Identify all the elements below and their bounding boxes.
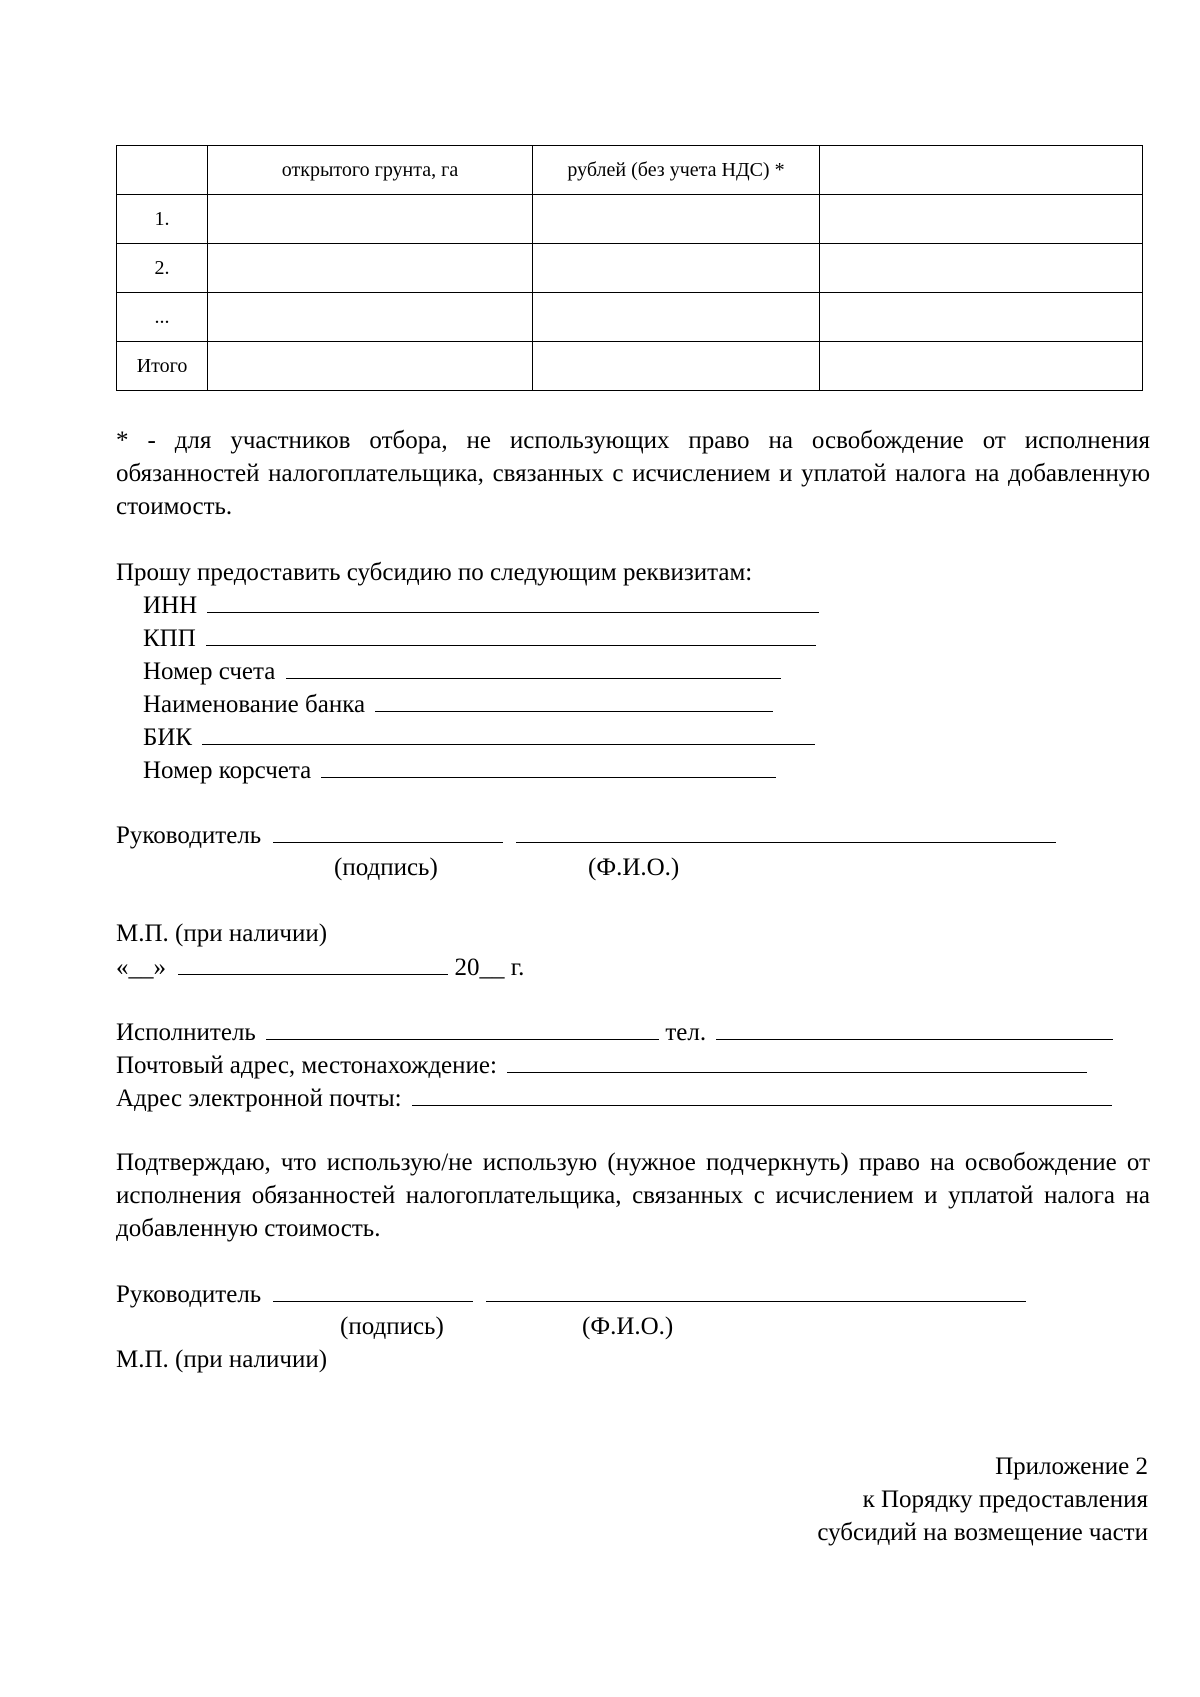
corr-label: Номер корсчета <box>143 757 312 784</box>
appendix-line-3: субсидий на возмещение части <box>817 1519 1148 1546</box>
row-number: ... <box>117 293 208 342</box>
email-label: Адрес электронной почты: <box>116 1085 402 1112</box>
stamp-label: М.П. (при наличии) <box>116 920 328 947</box>
row-number: 1. <box>117 195 208 244</box>
date-month-field[interactable] <box>178 950 448 975</box>
head-sign-field-2[interactable] <box>273 1277 473 1302</box>
address-field[interactable] <box>507 1048 1087 1073</box>
fio-caption-2: (Ф.И.О.) <box>582 1313 674 1340</box>
request-title: Прошу предоставить субсидию по следующим реквизитам: <box>116 559 753 586</box>
bank-field[interactable] <box>375 687 773 712</box>
phone-label: тел. <box>665 1019 707 1046</box>
corr-row <box>143 753 776 787</box>
table-cell[interactable] <box>820 342 1143 391</box>
confirm-text: Подтверждаю, что использую/не использую (нужное подчеркнуть) право на освобождение от исполнения обязанностей налогоплательщика, связанных с исчислением и уплатой налога на добавленную стоимость. <box>116 1149 1150 1242</box>
table-header-sum: рублей (без учета НДС) * <box>533 146 820 195</box>
appendix-line-2: к Порядку предоставления <box>862 1486 1148 1513</box>
sign-caption: (подпись) <box>334 854 438 881</box>
head-sign-field[interactable] <box>273 818 503 843</box>
date-year: 20__ г. <box>454 954 525 981</box>
date-day: «__» <box>116 954 166 981</box>
table-cell[interactable] <box>533 195 820 244</box>
account-field[interactable] <box>286 654 781 679</box>
inn-row <box>143 588 819 622</box>
bank-label: Наименование банка <box>143 691 366 718</box>
table-row <box>117 195 1143 244</box>
kpp-label: КПП <box>143 625 196 652</box>
bik-row <box>143 720 815 754</box>
phone-field[interactable] <box>716 1015 1113 1040</box>
inn-field[interactable] <box>207 588 819 613</box>
row-number: 2. <box>117 244 208 293</box>
bik-label: БИК <box>143 724 193 751</box>
row-total-label: Итого <box>117 342 208 391</box>
table-cell[interactable] <box>208 195 533 244</box>
table-cell[interactable] <box>208 244 533 293</box>
executor-field[interactable] <box>266 1015 659 1040</box>
bik-field[interactable] <box>202 720 815 745</box>
kpp-field[interactable] <box>206 621 816 646</box>
fio-caption: (Ф.И.О.) <box>588 854 680 881</box>
head-label: Руководитель <box>116 822 262 849</box>
executor-label: Исполнитель <box>116 1019 256 1046</box>
email-field[interactable] <box>412 1081 1112 1106</box>
stamp-label-2: М.П. (при наличии) <box>116 1346 328 1373</box>
table-cell[interactable] <box>208 342 533 391</box>
table-cell <box>820 146 1143 195</box>
head-signature-row <box>116 818 1056 852</box>
email-row <box>116 1081 1112 1115</box>
table-cell[interactable] <box>533 293 820 342</box>
account-row <box>143 654 781 688</box>
address-row <box>116 1048 1087 1082</box>
corr-field[interactable] <box>321 753 776 778</box>
table-cell[interactable] <box>820 244 1143 293</box>
account-label: Номер счета <box>143 658 276 685</box>
bank-row <box>143 687 773 721</box>
table-cell[interactable] <box>533 244 820 293</box>
table-header-area: открытого грунта, га <box>208 146 533 195</box>
subsidy-table <box>116 145 1143 391</box>
table-cell[interactable] <box>820 293 1143 342</box>
table-cell[interactable] <box>820 195 1143 244</box>
inn-label: ИНН <box>143 592 198 619</box>
table-row <box>117 244 1143 293</box>
sign-caption-2: (подпись) <box>340 1313 444 1340</box>
table-cell[interactable] <box>208 293 533 342</box>
head-label-2: Руководитель <box>116 1281 262 1308</box>
head-fio-field-2[interactable] <box>486 1277 1026 1302</box>
address-label: Почтовый адрес, местонахождение: <box>116 1052 497 1079</box>
table-row <box>117 293 1143 342</box>
table-total-row <box>117 342 1143 391</box>
head-signature-row-2 <box>116 1277 1026 1311</box>
kpp-row <box>143 621 816 655</box>
table-cell <box>117 146 208 195</box>
head-fio-field[interactable] <box>516 818 1056 843</box>
footnote: * - для участников отбора, не использующих право на освобождение от исполнения обязанностей налогоплательщика, связанных с исчислением и уплатой налога на добавленную стоимость. <box>116 427 1150 520</box>
table-cell[interactable] <box>533 342 820 391</box>
table-header-row <box>117 146 1143 195</box>
appendix-line-1: Приложение 2 <box>995 1453 1148 1480</box>
date-row <box>116 950 524 984</box>
executor-row <box>116 1015 1113 1049</box>
